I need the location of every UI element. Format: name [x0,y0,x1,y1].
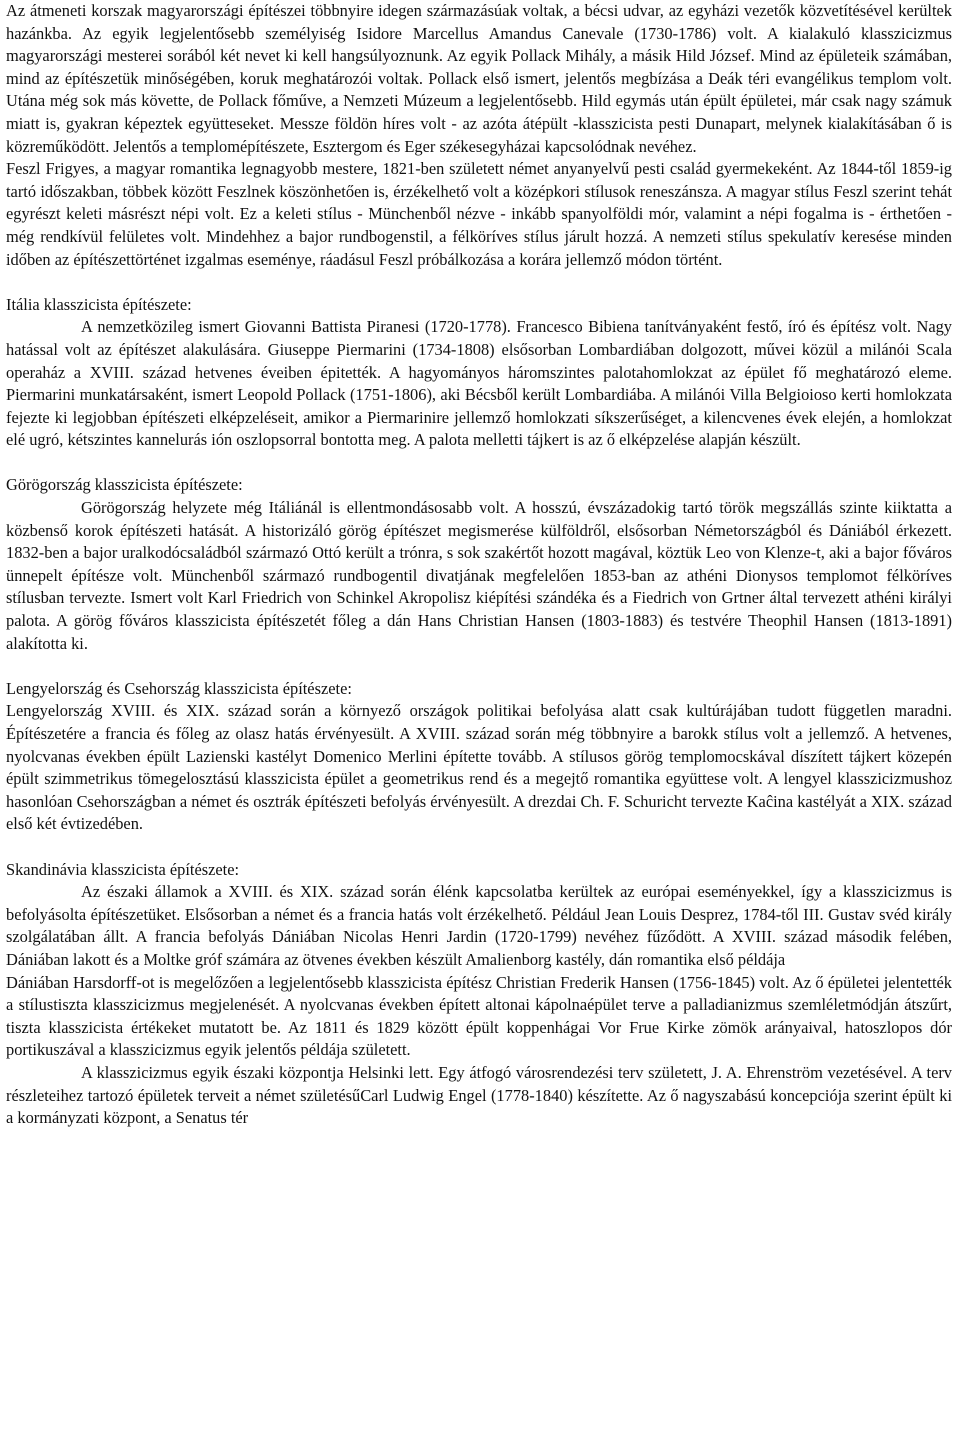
paragraph-feszl: Feszl Frigyes, a magyar romantika legnagyobb mestere, 1821-ben született német anyanyelvű pesti család gyermekeként. Az 1844-től 1859-ig tartó időszakban, többek között Feszlnek köszönhetően is, érzékelhető volt a középkori stílusok reneszánsza. A magyar stílus Feszl szerint tehát egyrészt keleti másrészt népi volt. Ez a keleti stílus - Münchenből nézve - inkább spanyolföldi mór, valamint a népi fogalma is - érthetően - még rendkívül felületes volt. Mindehhez a bajor rundbogenstil, a félköríves stílus járult hozzá. A nemzeti stílus spekulatív keresése minden időben az építészettörténet izgalmas eseménye, ráadásul Feszl próbálkozása a korára jellemző módon történt. [6,159,952,269]
paragraph-skandinavia-3: A klasszicizmus egyik északi központja Helsinki lett. Egy átfogó városrendezési terv született, J. A. Ehrenström vezetésével. A terv részleteihez tartozó épületek terveit a német születésűCarl Ludwig Engel (1778-1840) készítette. Az ő nagyszabású koncepciója szerint épült ki a kormányzati központ, a Senatus tér [6,1062,952,1128]
heading-italia: Itália klasszicista építészete: [6,294,192,314]
paragraph-skandinavia-1: Az északi államok a XVIII. és XIX. század során élénk kapcsolatba kerültek az európai eseményekkel, így a klasszicizmus is befolyásolta építészetüket. Elsősorban a német és a francia hatás volt érzékelhető. Például Jean Louis Desprez, 1784-től III. Gustav svéd király szolgálatában állt. A francia befolyás Dániában Nicolas Henri Jardin (1720-1799) nevéhez fűződött. A XVIII. század második felében, Dániában lakott és a Moltke gróf számára az ötvenes években készült Amalienborg kastély, dán romantika első példája [6,882,952,969]
paragraph-gorogorszag: Görögország helyzete még Itáliánál is ellentmondásosabb volt. A hosszú, évszázadokig tartó török megszállás szinte kiiktatta a közbenső korok építészeti hatását. A historizáló görög építészet megismerése külföldről, elsősorban Németországból és Dániából érkezett. 1832-ben a bajor uralkodócsaládból származó Ottó került a trónra, s sok szakértőt hozott magával, köztük Leo von Klenze-t, aki a bajor főváros ünnepelt építésze volt. Münchenből származó rundbogentil divatjának megfelelően 1853-ban az athéni Dionysos templomot félköríves stílusban tervezte. Ismert volt Karl Friedrich von Schinkel Akropolisz kiépítési szándéka és a Fiedrich von Grtner által tervezett athéni királyi palota. A görög főváros klasszicista építészetét főleg a dán Hans Christian Hansen (1803-1883) és testvére Theophil Hansen (1813-1891) alakította ki. [6,498,952,653]
heading-lengyelorszag: Lengyelország és Csehország klasszicista építészete: [6,678,352,698]
paragraph-lengyelorszag: Lengyelország XVIII. és XIX. század során a környező országok politikai befolyása alatt csak kultúrájában tudott független maradni. Építészetére a francia és főleg az olasz hatás érvényesült. A XVIII. század során még többnyire a barokk stílus volt a jellemző. A hetvenes, nyolcvanas években épült Lazienski kastélyt Domenico Merlini építette tovább. A stílusos görög templomocskával díszített tájkert közepén épült szimmetrikus tömegelosztású klasszicista épület a geometrikus rend és a megejtő romantika együttese volt. A lengyel klasszicizmushoz hasonlóan Csehországban a német és osztrák építészeti befolyás érvényesült. A drezdai Ch. F. Schuricht tervezte Kaĉina kastélyát a XIX. század első két évtizedében. [6,701,952,834]
paragraph-intro-hungarian: Az átmeneti korszak magyarországi építészei többnyire idegen származásúak voltak, a bécsi udvar, az egyházi vezetők közvetítésével kerültek hazánkba. Az egyik legjelentősebb személyiség Isidore Marcellus Amandus Canevale (1730-1786) volt. A kialakuló klasszicizmus magyarországi mesterei sorából két nevet ki kell hangsúlyoznunk. Az egyik Pollack Mihály, a másik Hild József. Mind az épületeik számában, mind az építészetük minőségében, koruk meghatározói voltak. Pollack első ismert, jelentős megbízása a Deák téri evangélikus templom volt. Utána még sok más követte, de Pollack főműve, a Nemzeti Múzeum a legjelentősebb. Hild egymás után épült épületei, már csak nagy számuk miatt is, gyakran képeztek együtteseket. Messze földön híres volt - az azóta átépült -klasszicista pesti Dunapart, melynek kialakításában ő is közreműködött. Jelentős a templomépítészete, Esztergom és Eger székesegyházai kapcsolódnak nevéhez. [6,1,952,156]
heading-skandinavia: Skandinávia klasszicista építészete: [6,859,240,879]
paragraph-italia: A nemzetközileg ismert Giovanni Battista Piranesi (1720-1778). Francesco Bibiena tanítványaként festő, író és építész volt. Nagy hatással volt az építészet alakulására. Giuseppe Piermarini (1734-1808) elsősorban Lombardiában dolgozott, művei közül a milánói Scala operaház a XVIII. század hetvenes éveiben épitették. A hagyományos háromszintes palotahomlokzat az épület fő meghatározó eleme. Piermarini munkatársaként, ismert Leopold Pollack (1751-1806), aki Bécsből került Lombardiába. A milánói Villa Belgioioso kerti homlokzata fejezte ki legjobban építészeti elképzeléseit, amikor a Piermarinire jellemző homlokzati síkszerűséget, a kilencvenes évek elején, a homlokzat elé ugró, kétszintes kannelurás ión oszlopsorral bontotta meg. A palota melletti tájkert is az ő elképzelése alapján készült. [6,317,952,450]
paragraph-skandinavia-2: Dániában Harsdorff-ot is megelőzően a legjelentősebb klasszicista építész Christian Frederik Hansen (1756-1845) volt. Az ő épületei jelentették a stílustiszta klasszicizmus megjelenését. A nyolcvanas években épített altonai kápolnaépület terve a palladianizmus szemléletmódján átszűrt, tiszta klasszicista értékeket mutatott be. Az 1811 és 1829 között épült koppenhágai Vor Frue Kirke zömök arányaival, hatoszlopos dór portikuszával a klasszicizmus egyik jelentős példája született. [6,972,952,1060]
heading-gorogorszag: Görögország klasszicista építészete: [6,475,243,495]
